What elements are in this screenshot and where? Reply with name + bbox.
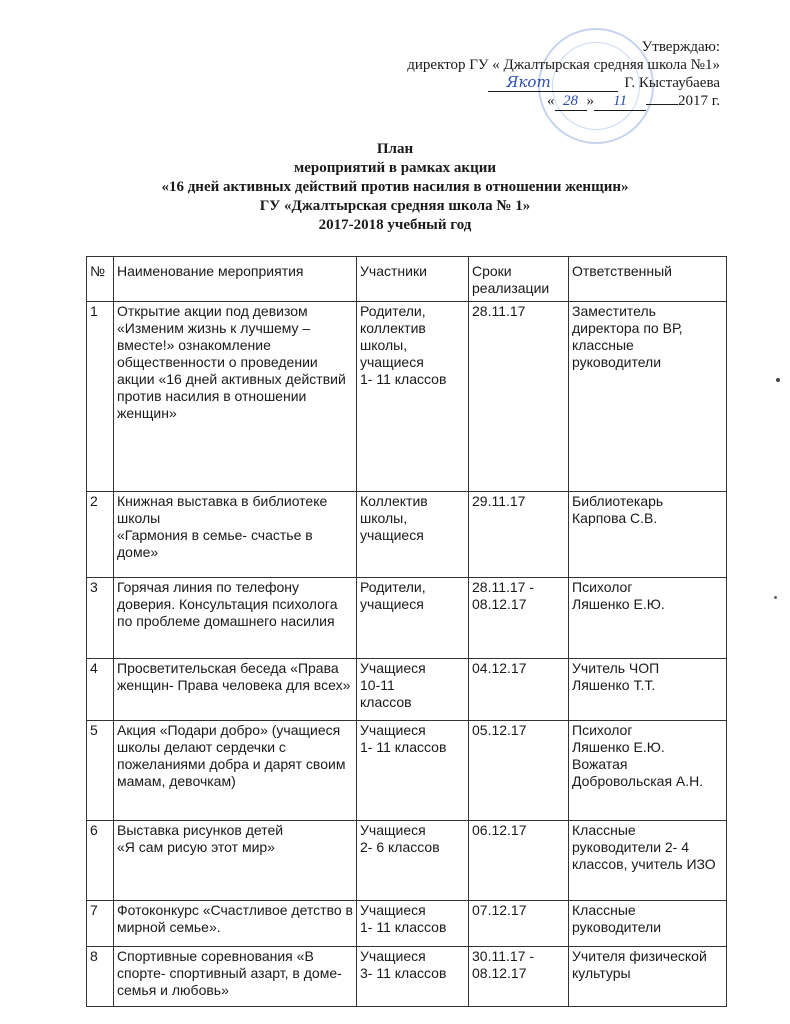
approval-position: директор ГУ « Джалтырская средняя школа №1» — [407, 57, 720, 73]
cell-event-name: Книжная выставка в библиотеке школы «Гармония в семье- счастье в доме» — [114, 492, 357, 578]
cell-event-name: Выставка рисунков детей «Я сам рисую этот мир» — [114, 821, 357, 901]
heading-line-4: ГУ «Джалтырская средняя школа № 1» — [259, 198, 531, 214]
approval-date — [407, 92, 720, 111]
cell-dates: 28.11.17 — [469, 302, 569, 492]
cell-responsible: Заместитель директора по ВР, классные руководители — [569, 302, 727, 492]
table-row — [87, 947, 727, 1007]
cell-participants: Родители, учащиеся — [357, 578, 469, 659]
cell-event-name: Спортивные соревнования «В спорте- спортивный азарт, в доме- семья и любовь» — [114, 947, 357, 1007]
approval-signature-line — [407, 74, 720, 92]
document-heading — [0, 140, 790, 235]
cell-number: 4 — [87, 659, 114, 721]
cell-responsible: Психолог Ляшенко Е.Ю. Вожатая Добровольская А.Н. — [569, 721, 727, 821]
cell-dates: 30.11.17 - 08.12.17 — [469, 947, 569, 1007]
scan-speck — [776, 378, 780, 382]
signature-field — [488, 75, 618, 92]
approval-block — [407, 38, 720, 111]
cell-participants: Учащиеся 1- 11 классов — [357, 901, 469, 947]
cell-participants: Родители, коллектив школы, учащиеся 1- 11 классов — [357, 302, 469, 492]
table-row — [87, 721, 727, 821]
cell-event-name: Акция «Подари добро» (учащиеся школы делают сердечки с пожеланиями добра и дарят своим мамам, девочкам) — [114, 721, 357, 821]
approval-name: Г. Кыстаубаева — [624, 75, 720, 91]
header-participants: Участники — [357, 257, 469, 302]
cell-dates: 06.12.17 — [469, 821, 569, 901]
header-dates: Сроки реализации — [469, 257, 569, 302]
cell-dates: 04.12.17 — [469, 659, 569, 721]
table-row — [87, 901, 727, 947]
table-row — [87, 578, 727, 659]
signature: Якот — [506, 73, 551, 91]
cell-dates: 28.11.17 - 08.12.17 — [469, 578, 569, 659]
cell-event-name: Горячая линия по телефону доверия. Консультация психолога по проблеме домашнего насилия — [114, 578, 357, 659]
cell-event-name: Фотоконкурс «Счастливое детство в мирной семье». — [114, 901, 357, 947]
cell-responsible: Психолог Ляшенко Е.Ю. — [569, 578, 727, 659]
date-day: 28 — [555, 92, 587, 111]
table-row — [87, 821, 727, 901]
cell-number: 1 — [87, 302, 114, 492]
date-year-blank — [646, 104, 678, 105]
table-row — [87, 492, 727, 578]
heading-line-1: План — [376, 141, 414, 157]
header-number: № — [87, 257, 114, 302]
date-month: 11 — [594, 92, 646, 111]
cell-participants: Учащиеся 3- 11 классов — [357, 947, 469, 1007]
cell-dates: 05.12.17 — [469, 721, 569, 821]
heading-line-3: «16 дней активных действий против насилия в отношении женщин» — [161, 179, 629, 195]
header-responsible: Ответственный — [569, 257, 727, 302]
date-year: 2017 г. — [678, 93, 720, 109]
cell-responsible: Библиотекарь Карпова С.В. — [569, 492, 727, 578]
table-header-row — [87, 257, 727, 302]
cell-event-name: Открытие акции под девизом «Изменим жизнь к лучшему – вместе!» ознакомление общественности о проведении акции «16 дней активных действий против насилия в отношении женщин» — [114, 302, 357, 492]
heading-line-5: 2017-2018 учебный год — [318, 217, 472, 233]
cell-participants: Коллектив школы, учащиеся — [357, 492, 469, 578]
cell-number: 5 — [87, 721, 114, 821]
cell-participants: Учащиеся 1- 11 классов — [357, 721, 469, 821]
scan-speck — [774, 596, 777, 599]
table-row — [87, 659, 727, 721]
cell-number: 8 — [87, 947, 114, 1007]
cell-participants: Учащиеся 10-11 классов — [357, 659, 469, 721]
cell-number: 7 — [87, 901, 114, 947]
cell-responsible: Классные руководители 2- 4 классов, учитель ИЗО — [569, 821, 727, 901]
date-quote-close: » — [586, 93, 595, 109]
date-quote-open: « — [547, 93, 555, 109]
cell-responsible: Классные руководители — [569, 901, 727, 947]
cell-participants: Учащиеся 2- 6 классов — [357, 821, 469, 901]
cell-event-name: Просветительская беседа «Права женщин- Права человека для всех» — [114, 659, 357, 721]
cell-dates: 07.12.17 — [469, 901, 569, 947]
cell-responsible: Учителя физической культуры — [569, 947, 727, 1007]
heading-line-2: мероприятий в рамках акции — [293, 160, 496, 176]
events-table — [86, 256, 727, 1007]
cell-number: 6 — [87, 821, 114, 901]
header-event-name: Наименование мероприятия — [114, 257, 357, 302]
cell-responsible: Учитель ЧОП Ляшенко Т.Т. — [569, 659, 727, 721]
table-row — [87, 302, 727, 492]
cell-number: 3 — [87, 578, 114, 659]
cell-dates: 29.11.17 — [469, 492, 569, 578]
approval-title: Утверждаю: — [641, 39, 720, 55]
cell-number: 2 — [87, 492, 114, 578]
